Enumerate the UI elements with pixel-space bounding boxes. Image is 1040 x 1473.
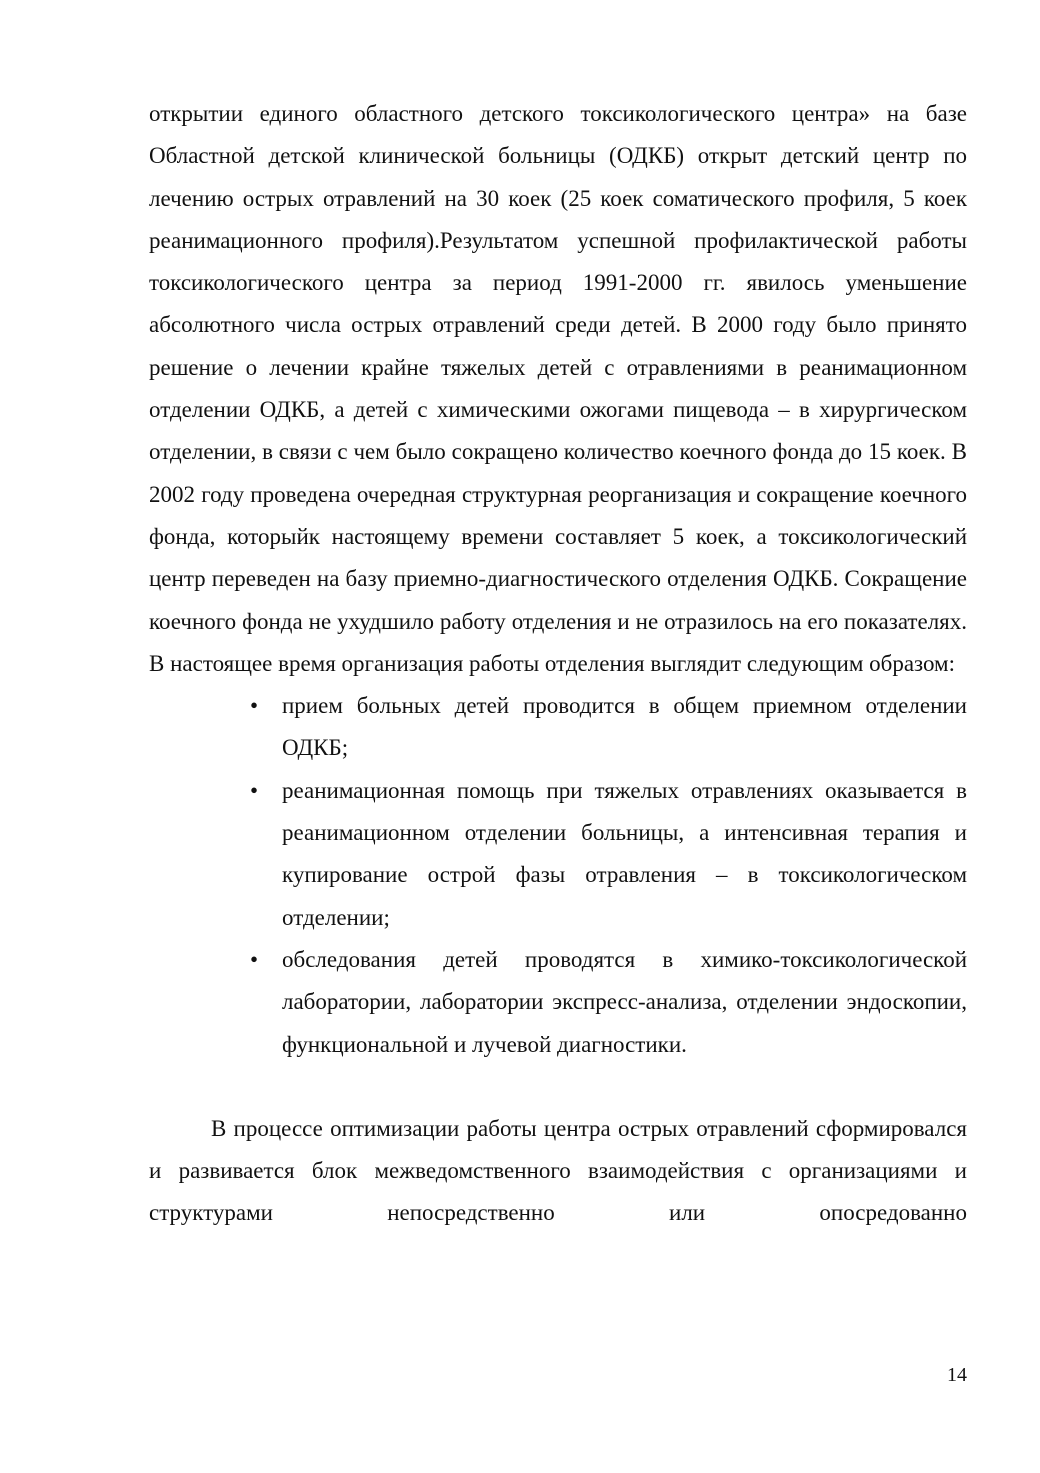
list-item-text: обследования детей проводятся в химико-токсикологической лаборатории, лаборатории экспресс-анализа, отделении эндоскопии, функциональной и лучевой диагностики.	[282, 946, 967, 1057]
bullet-icon: •	[250, 946, 259, 972]
bullet-icon: •	[250, 693, 259, 719]
body-paragraph-2: В процессе оптимизации работы центра острых отравлений сформировался и развивается блок межведомственного взаимодействия с организациями и структурами непосредственно или опосредованно	[149, 1115, 967, 1226]
bullet-icon: •	[250, 777, 259, 803]
list-item-text: реанимационная помощь при тяжелых отравлениях оказывается в реанимационном отделении больницы, а интенсивная терапия и купирование острой фазы отравления – в токсикологическом отделении;	[282, 777, 967, 930]
document-page	[149, 93, 967, 1235]
body-paragraph-1: открытии единого областного детского токсикологического центра» на базе Областной детской клинической больницы (ОДКБ) открыт детский центр по лечению острых отравлений на 30 коек (25 коек соматического профиля, 5 коек реанимационного профиля).Результатом успешной профилактической работы токсикологического центра за период 1991-2000 гг. явилось уменьшение абсолютного числа острых отравлений среди детей. В 2000 году было принято решение о лечении крайне тяжелых детей с отравлениями в реанимационном отделении ОДКБ, а детей с химическими ожогами пищевода – в хирургическом отделении, в связи с чем было сокращено количество коечного фонда до 15 коек. В 2002 году проведена очередная структурная реорганизация и сокращение коечного фонда, которыйк настоящему времени составляет 5 коек, а токсикологический центр переведен на базу приемно-диагностического отделения ОДКБ. Сокращение коечного фонда не ухудшило работу отделения и не отразилось на его показателях. В настоящее время организация работы отделения выглядит следующим образом:	[149, 101, 967, 676]
list-item-text: прием больных детей проводится в общем приемном отделении ОДКБ;	[282, 693, 967, 761]
list-item	[250, 685, 967, 770]
page-number: 14	[947, 1364, 967, 1386]
paragraph-spacer	[149, 1066, 967, 1108]
bullet-list	[149, 685, 967, 1066]
list-item	[250, 770, 967, 939]
list-item	[250, 939, 967, 1066]
